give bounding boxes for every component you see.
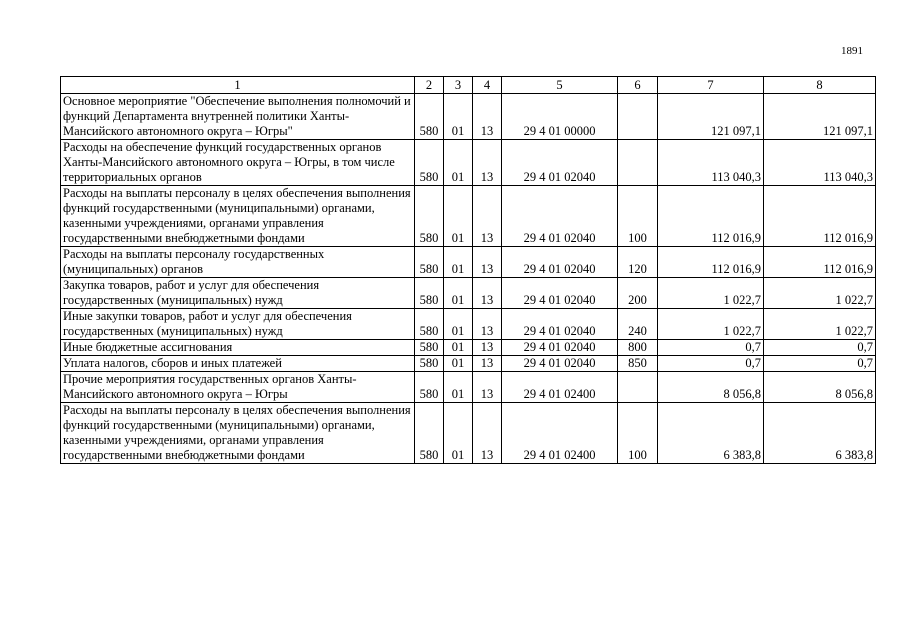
row-subsection-cell: 13 xyxy=(473,140,502,186)
row-admin-code-cell: 580 xyxy=(415,247,444,278)
row-section-cell: 01 xyxy=(444,309,473,340)
row-admin-code-cell: 580 xyxy=(415,356,444,372)
row-admin-code-cell: 580 xyxy=(415,340,444,356)
row-subsection-cell: 13 xyxy=(473,186,502,247)
row-total-cell: 121 097,1 xyxy=(764,94,876,140)
row-total-cell: 112 016,9 xyxy=(764,186,876,247)
row-section-cell: 01 xyxy=(444,403,473,464)
header-col-3: 3 xyxy=(444,77,473,94)
row-amount-cell: 1 022,7 xyxy=(658,278,764,309)
row-amount-cell: 113 040,3 xyxy=(658,140,764,186)
table-row xyxy=(61,247,876,278)
page-number: 1891 xyxy=(841,45,863,57)
header-col-1: 1 xyxy=(61,77,415,94)
row-total-cell: 0,7 xyxy=(764,356,876,372)
row-subsection-cell: 13 xyxy=(473,94,502,140)
table-row xyxy=(61,372,876,403)
table-header-row xyxy=(61,77,876,94)
header-col-7: 7 xyxy=(658,77,764,94)
row-name-cell: Расходы на выплаты персоналу в целях обеспечения выполнения функций государственными (муниципальными) органами, казенными учреждениями, органами управления государственными внебюджетными фондами xyxy=(61,403,415,464)
row-amount-cell: 112 016,9 xyxy=(658,186,764,247)
row-amount-cell: 0,7 xyxy=(658,340,764,356)
row-name-cell: Расходы на обеспечение функций государственных органов Ханты-Мансийского автономного округа – Югры, в том числе территориальных органов xyxy=(61,140,415,186)
row-subsection-cell: 13 xyxy=(473,403,502,464)
row-expense-type-cell xyxy=(618,94,658,140)
row-total-cell: 6 383,8 xyxy=(764,403,876,464)
row-total-cell: 113 040,3 xyxy=(764,140,876,186)
row-target-article-cell: 29 4 01 02040 xyxy=(502,278,618,309)
row-target-article-cell: 29 4 01 00000 xyxy=(502,94,618,140)
table-body xyxy=(61,94,876,464)
table-row xyxy=(61,403,876,464)
row-expense-type-cell: 100 xyxy=(618,186,658,247)
row-expense-type-cell: 850 xyxy=(618,356,658,372)
row-subsection-cell: 13 xyxy=(473,247,502,278)
row-target-article-cell: 29 4 01 02040 xyxy=(502,186,618,247)
row-target-article-cell: 29 4 01 02040 xyxy=(502,340,618,356)
row-target-article-cell: 29 4 01 02400 xyxy=(502,403,618,464)
row-expense-type-cell xyxy=(618,140,658,186)
header-col-2: 2 xyxy=(415,77,444,94)
row-target-article-cell: 29 4 01 02040 xyxy=(502,140,618,186)
table-row xyxy=(61,94,876,140)
row-amount-cell: 112 016,9 xyxy=(658,247,764,278)
row-section-cell: 01 xyxy=(444,278,473,309)
row-section-cell: 01 xyxy=(444,140,473,186)
row-name-cell: Прочие мероприятия государственных органов Ханты-Мансийского автономного округа – Югры xyxy=(61,372,415,403)
row-expense-type-cell: 200 xyxy=(618,278,658,309)
row-name-cell: Иные закупки товаров, работ и услуг для обеспечения государственных (муниципальных) нужд xyxy=(61,309,415,340)
row-name-cell: Расходы на выплаты персоналу в целях обеспечения выполнения функций государственными (муниципальными) органами, казенными учреждениями, органами управления государственными внебюджетными фондами xyxy=(61,186,415,247)
table-row xyxy=(61,278,876,309)
row-subsection-cell: 13 xyxy=(473,278,502,309)
header-col-4: 4 xyxy=(473,77,502,94)
row-name-cell: Иные бюджетные ассигнования xyxy=(61,340,415,356)
row-amount-cell: 0,7 xyxy=(658,356,764,372)
row-subsection-cell: 13 xyxy=(473,340,502,356)
table-row xyxy=(61,340,876,356)
row-total-cell: 1 022,7 xyxy=(764,278,876,309)
row-section-cell: 01 xyxy=(444,372,473,403)
row-expense-type-cell: 800 xyxy=(618,340,658,356)
row-amount-cell: 8 056,8 xyxy=(658,372,764,403)
row-expense-type-cell: 120 xyxy=(618,247,658,278)
row-target-article-cell: 29 4 01 02400 xyxy=(502,372,618,403)
table-row xyxy=(61,309,876,340)
row-subsection-cell: 13 xyxy=(473,372,502,403)
row-amount-cell: 121 097,1 xyxy=(658,94,764,140)
row-target-article-cell: 29 4 01 02040 xyxy=(502,309,618,340)
table-row xyxy=(61,140,876,186)
row-expense-type-cell xyxy=(618,372,658,403)
row-total-cell: 1 022,7 xyxy=(764,309,876,340)
row-name-cell: Основное мероприятие "Обеспечение выполнения полномочий и функций Департамента внутренней политики Ханты-Мансийского автономного округа – Югры" xyxy=(61,94,415,140)
row-name-cell: Расходы на выплаты персоналу государственных (муниципальных) органов xyxy=(61,247,415,278)
row-section-cell: 01 xyxy=(444,356,473,372)
row-admin-code-cell: 580 xyxy=(415,372,444,403)
row-subsection-cell: 13 xyxy=(473,309,502,340)
row-name-cell: Уплата налогов, сборов и иных платежей xyxy=(61,356,415,372)
table-row xyxy=(61,356,876,372)
row-amount-cell: 1 022,7 xyxy=(658,309,764,340)
header-col-6: 6 xyxy=(618,77,658,94)
table-row xyxy=(61,186,876,247)
budget-table xyxy=(60,76,876,464)
row-target-article-cell: 29 4 01 02040 xyxy=(502,247,618,278)
header-col-8: 8 xyxy=(764,77,876,94)
row-expense-type-cell: 100 xyxy=(618,403,658,464)
row-total-cell: 112 016,9 xyxy=(764,247,876,278)
row-section-cell: 01 xyxy=(444,247,473,278)
row-admin-code-cell: 580 xyxy=(415,94,444,140)
row-admin-code-cell: 580 xyxy=(415,186,444,247)
row-expense-type-cell: 240 xyxy=(618,309,658,340)
row-section-cell: 01 xyxy=(444,340,473,356)
row-section-cell: 01 xyxy=(444,94,473,140)
row-total-cell: 8 056,8 xyxy=(764,372,876,403)
row-admin-code-cell: 580 xyxy=(415,140,444,186)
row-subsection-cell: 13 xyxy=(473,356,502,372)
row-admin-code-cell: 580 xyxy=(415,309,444,340)
row-admin-code-cell: 580 xyxy=(415,278,444,309)
row-section-cell: 01 xyxy=(444,186,473,247)
row-name-cell: Закупка товаров, работ и услуг для обеспечения государственных (муниципальных) нужд xyxy=(61,278,415,309)
row-amount-cell: 6 383,8 xyxy=(658,403,764,464)
row-total-cell: 0,7 xyxy=(764,340,876,356)
header-col-5: 5 xyxy=(502,77,618,94)
row-admin-code-cell: 580 xyxy=(415,403,444,464)
row-target-article-cell: 29 4 01 02040 xyxy=(502,356,618,372)
